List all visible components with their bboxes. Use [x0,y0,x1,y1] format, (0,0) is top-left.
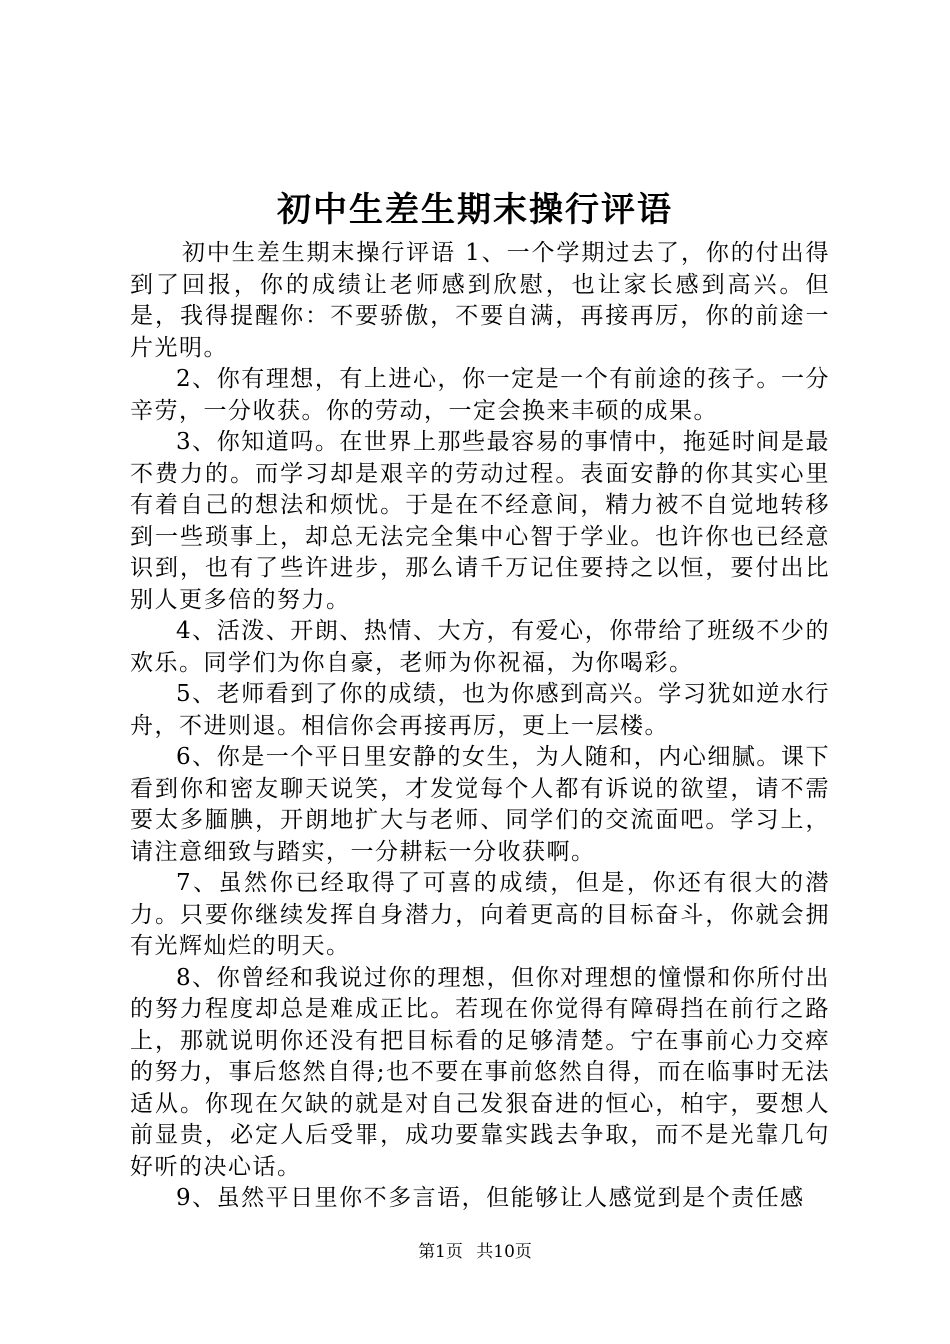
paragraph-7: 7、虽然你已经取得了可喜的成绩，但是，你还有很大的潜力。只要你继续发挥自身潜力，向着更高的目标奋斗，你就会拥有光辉灿烂的明天。 [130,870,830,959]
paragraph-5: 5、老师看到了你的成绩，也为你感到高兴。学习犹如逆水行舟，不进则退。相信你会再接再厉，更上一层楼。 [130,681,830,739]
paragraph-4: 4、活泼、开朗、热情、大方，有爱心，你带给了班级不少的欢乐。同学们为你自豪，老师为你祝福，为你喝彩。 [130,618,830,676]
page-number: 第1页 [418,1242,463,1262]
paragraph-9: 9、虽然平日里你不多言语，但能够让人感觉到是个责任感 [176,1185,805,1211]
document-title: 初中生差生期末操行评语 [277,190,673,230]
page-total: 共10页 [476,1242,532,1262]
paragraph-1: 初中生差生期末操行评语 1、一个学期过去了，你的付出得到了回报，你的成绩让老师感到欣慰，也让家长感到高兴。但是，我得提醒你：不要骄傲，不要自满，再接再厉，你的前途一片光明。 [130,240,830,361]
document-body [130,238,830,1215]
paragraph-6: 6、你是一个平日里安静的女生，为人随和，内心细腻。课下看到你和密友聊天说笑，才发觉每个人都有诉说的欲望，请不需要太多腼腆，开朗地扩大与老师、同学们的交流面吧。学习上，请注意细致与踏实，一分耕耘一分收获啊。 [130,744,830,865]
paragraph-2: 2、你有理想，有上进心，你一定是一个有前途的孩子。一分辛劳，一分收获。你的劳动，一定会换来丰硕的成果。 [130,366,830,424]
paragraph-3: 3、你知道吗。在世界上那些最容易的事情中，拖延时间是最不费力的。而学习却是艰辛的劳动过程。表面安静的你其实心里有着自己的想法和烦忧。于是在不经意间，精力被不自觉地转移到一些琐事上，却总无法完全集中心智于学业。也许你也已经意识到，也有了些许进步，那么请千万记住要持之以恒，要付出比别人更多倍的努力。 [130,429,830,613]
page-footer [0,1240,950,1264]
paragraph-8: 8、你曾经和我说过你的理想，但你对理想的憧憬和你所付出的努力程度却总是难成正比。若现在你觉得有障碍挡在前行之路上，那就说明你还没有把目标看的足够清楚。宁在事前心力交瘁的努力，事后悠然自得;也不要在事前悠然自得，而在临事时无法适从。你现在欠缺的就是对自己发狠奋进的恒心，柏宇，要想人前显贵，必定人后受罪，成功要靠实践去争取，而不是光靠几句好听的决心话。 [130,964,830,1180]
